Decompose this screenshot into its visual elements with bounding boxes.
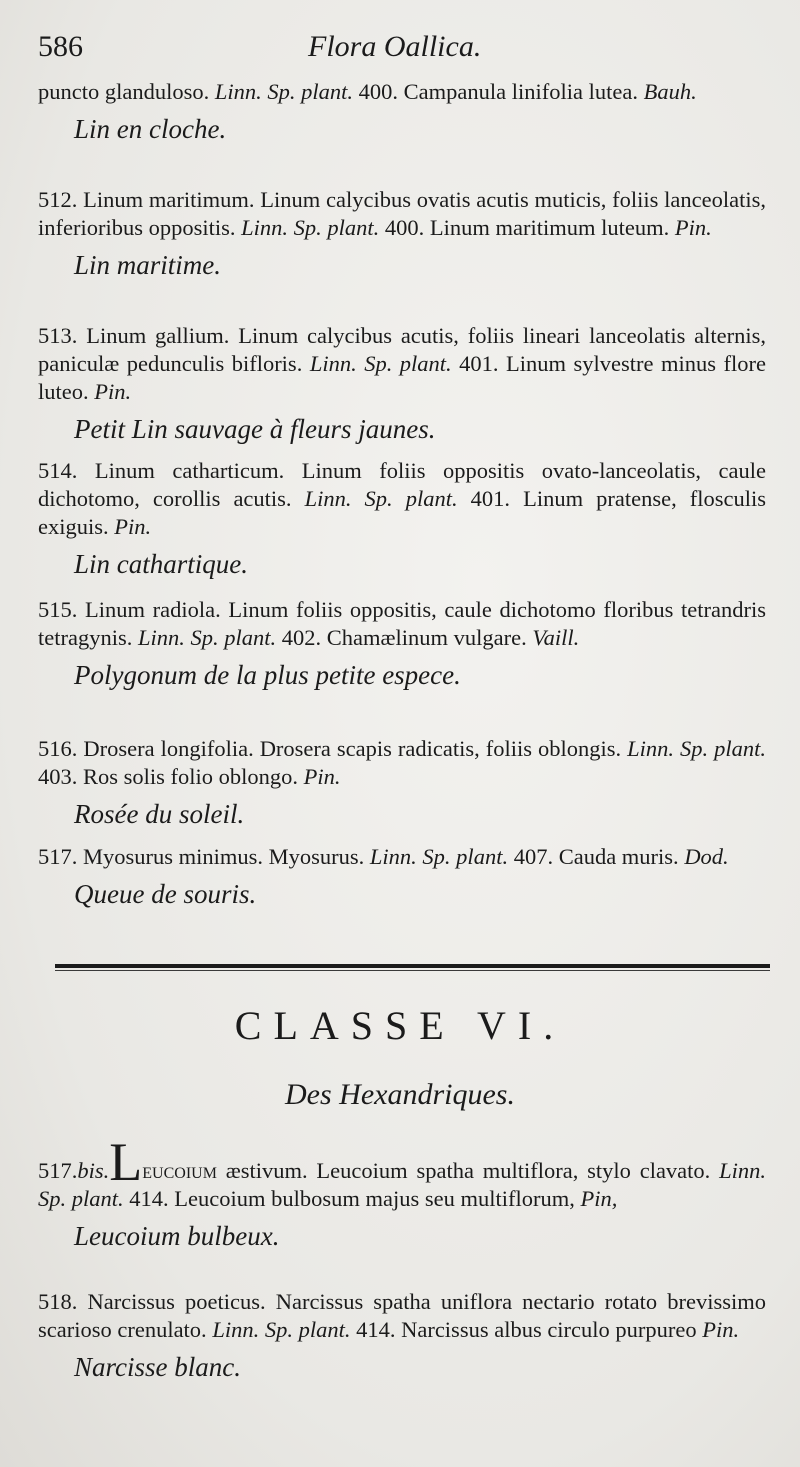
latin-text: 401. Linum pratense, flosculis exiguis. — [38, 486, 766, 539]
reference: Linn. Sp. plant. — [309, 351, 452, 376]
entry-number: 515. — [38, 597, 78, 622]
entry-number: 513. — [38, 323, 78, 348]
author-reference: Pin. — [674, 215, 712, 240]
author-reference: Bauh. — [643, 79, 697, 104]
entry-text — [38, 186, 766, 242]
section-divider-thin — [55, 970, 770, 971]
common-name: Lin maritime. — [74, 250, 222, 280]
common-name: Lin en cloche. — [74, 114, 227, 144]
latin-text: 401. Linum sylvestre minus flore luteo. — [38, 351, 766, 404]
entry-515 — [38, 596, 766, 692]
entry-number: 512. — [38, 187, 78, 212]
entry-text — [38, 735, 766, 791]
page-number: 586 — [38, 30, 83, 63]
latin-text: Myosurus minimus. Myosurus. — [77, 844, 370, 869]
entry-text — [38, 457, 766, 541]
entry-512 — [38, 186, 766, 282]
entry-text — [38, 1288, 766, 1344]
entry-number: 517. — [38, 844, 78, 869]
class-heading: CLASSE VI. — [234, 1003, 566, 1048]
entry-number: 517. — [38, 1158, 78, 1183]
entry-text — [38, 322, 766, 406]
entry-number: 516. — [38, 736, 78, 761]
section-divider — [55, 964, 770, 968]
latin-text: 403. Ros solis folio oblongo. — [38, 764, 304, 789]
genus-name: eucoium — [142, 1158, 217, 1183]
author-reference: Pin, — [580, 1186, 618, 1211]
author-reference: Dod. — [684, 844, 729, 869]
page-header — [38, 30, 778, 74]
common-name: Leucoium bulbeux. — [74, 1221, 280, 1251]
reference: Linn. Sp. plant. — [304, 486, 458, 511]
latin-text: æstivum. Leucoium spatha multiflora, stylo clavato. — [216, 1158, 720, 1183]
show-through-texture — [320, 150, 326, 176]
drop-cap: L — [109, 1132, 143, 1192]
entry-text — [38, 78, 766, 106]
bis-marker: bis. — [77, 1158, 110, 1183]
author-reference: Vaill. — [532, 625, 580, 650]
reference: Linn. Sp. plant. — [137, 625, 277, 650]
common-name: Queue de souris. — [74, 879, 257, 909]
latin-text: 400. Linum maritimum luteum. — [379, 215, 675, 240]
reference: Linn. Sp. plant. — [241, 215, 380, 240]
reference: Linn. Sp. plant. — [212, 1317, 351, 1342]
author-reference: Pin. — [94, 379, 132, 404]
entry-516 — [38, 735, 766, 831]
reference: Linn. Sp. plant. — [214, 79, 354, 104]
common-name: Petit Lin sauvage à fleurs jaunes. — [74, 414, 436, 444]
latin-text: Linum maritimum. Linum calycibus ovatis acutis muticis, foliis lanceolatis, inferioribus oppositis. — [38, 187, 766, 240]
entry-513 — [38, 322, 766, 446]
entry-517 — [38, 843, 766, 911]
common-name: Rosée du soleil. — [74, 799, 245, 829]
entry-514 — [38, 457, 766, 581]
entry-text — [38, 596, 766, 652]
intro-entry — [38, 78, 766, 146]
latin-text: 414. Narcissus albus circulo purpureo — [350, 1317, 703, 1342]
common-name: Polygonum de la plus petite espece. — [74, 660, 461, 690]
reference: Linn. Sp. plant. — [627, 736, 766, 761]
running-title: Flora Oallica. — [308, 30, 482, 63]
latin-text: Narcissus poeticus. Narcissus spatha uniflora nectario rotato brevissimo scarioso crenulato. — [38, 1289, 766, 1342]
latin-text: Linum radiola. Linum foliis oppositis, caule dichotomo floribus tetrandris tetragynis. — [38, 597, 766, 650]
latin-text: 400. Campanula linifolia lutea. — [353, 79, 644, 104]
reference: Linn. Sp. plant. — [38, 1158, 766, 1211]
author-reference: Pin. — [114, 514, 152, 539]
reference: Linn. Sp. plant. — [369, 844, 509, 869]
latin-text: Linum catharticum. Linum foliis oppositis ovato-lanceolatis, caule dichotomo, corollis acutis. — [38, 458, 766, 511]
entry-text — [38, 1132, 766, 1213]
entry-518 — [38, 1288, 766, 1384]
latin-text: 407. Cauda muris. — [508, 844, 685, 869]
latin-text: Drosera longifolia. Drosera scapis radicatis, foliis oblongis. — [77, 736, 628, 761]
entry-number: 518. — [38, 1289, 78, 1314]
latin-text: puncto glanduloso. — [38, 79, 215, 104]
latin-text: 414. Leucoium bulbosum majus seu multiflorum, — [123, 1186, 581, 1211]
common-name: Narcisse blanc. — [74, 1352, 241, 1382]
author-reference: Pin. — [303, 764, 341, 789]
latin-text: 402. Chamælinum vulgare. — [276, 625, 533, 650]
class-subtitle: Des Hexandriques. — [285, 1078, 515, 1111]
entry-text — [38, 843, 766, 871]
author-reference: Pin. — [702, 1317, 740, 1342]
common-name: Lin cathartique. — [74, 549, 248, 579]
entry-517-bis — [38, 1132, 766, 1253]
entry-number: 514. — [38, 458, 78, 483]
latin-text: Linum gallium. Linum calycibus acutis, foliis lineari lanceolatis alternis, paniculæ pedunculis bifloris. — [38, 323, 766, 376]
